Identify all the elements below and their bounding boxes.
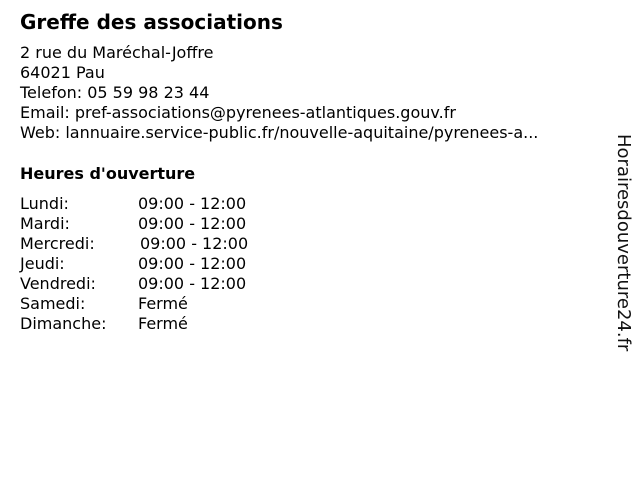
day-label: Mardi: xyxy=(20,214,70,233)
site-watermark: Horairesdouverture24.fr xyxy=(613,134,634,352)
hours-row-lundi xyxy=(20,194,320,214)
day-label: Jeudi: xyxy=(20,254,65,273)
day-label: Samedi: xyxy=(20,294,86,313)
city: 64021 Pau xyxy=(20,63,105,82)
opening-hours-list xyxy=(20,194,320,334)
hours-row-dimanche xyxy=(20,314,320,334)
email-address: Email: pref-associations@pyrenees-atlantiques.gouv.fr xyxy=(20,103,456,122)
hours-row-samedi xyxy=(20,294,320,314)
time-value: 09:00 - 12:00 xyxy=(138,254,247,273)
time-value: 09:00 - 12:00 xyxy=(138,274,247,293)
hours-row-jeudi xyxy=(20,254,320,274)
street-address: 2 rue du Maréchal-Joffre xyxy=(20,43,214,62)
phone-number: Telefon: 05 59 98 23 44 xyxy=(20,83,210,102)
address-block xyxy=(20,43,538,143)
opening-hours-heading: Heures d'ouverture xyxy=(20,164,196,183)
time-value: Fermé xyxy=(138,314,188,333)
time-value: 09:00 - 12:00 xyxy=(138,214,247,233)
time-value: 09:00 - 12:00 xyxy=(138,194,247,213)
day-label: Vendredi: xyxy=(20,274,96,293)
hours-row-vendredi xyxy=(20,274,320,294)
day-label: Dimanche: xyxy=(20,314,107,333)
day-label: Lundi: xyxy=(20,194,69,213)
time-value: Fermé xyxy=(138,294,188,313)
website: Web: lannuaire.service-public.fr/nouvelle-aquitaine/pyrenees-a... xyxy=(20,123,539,142)
day-label: Mercredi: xyxy=(20,234,95,253)
hours-row-mercredi xyxy=(20,234,320,254)
hours-row-mardi xyxy=(20,214,320,234)
time-value: 09:00 - 12:00 xyxy=(140,234,249,253)
page-title: Greffe des associations xyxy=(20,10,283,34)
